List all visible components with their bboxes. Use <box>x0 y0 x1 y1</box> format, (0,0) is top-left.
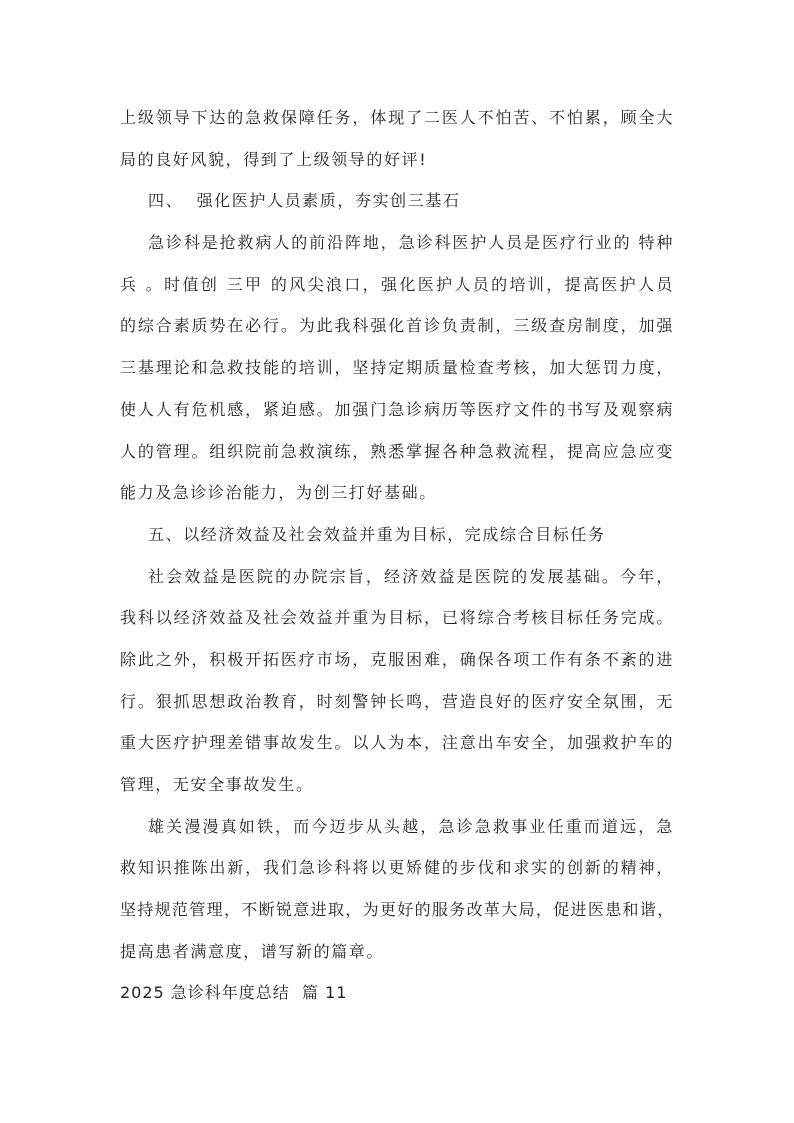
next-section-title: 2025 急诊科年度总结 篇 11 <box>120 983 348 1003</box>
paragraph-line: 救知识推陈出新，我们急诊科将以更矫健的步伐和求实的创新的精神， <box>120 858 674 878</box>
section-heading: 五、以经济效益及社会效益并重为目标，完成综合目标任务 <box>148 524 606 544</box>
paragraph-staff-quality <box>120 222 674 514</box>
paragraph-line: 的综合素质势在必行。为此我科强化首诊负责制，三级查房制度，加强 <box>120 316 674 336</box>
paragraph-line: 提高患者满意度，谱写新的篇章。 <box>120 941 385 961</box>
section-heading-four <box>120 180 674 222</box>
paragraph-line: 管理，无安全事故发生。 <box>120 775 314 794</box>
section-heading-five <box>120 514 674 556</box>
paragraph-conclusion <box>120 806 674 973</box>
paragraph-benefits <box>120 556 674 806</box>
document-body <box>120 97 674 1014</box>
paragraph-line: 上级领导下达的急救保障任务，体现了二医人不怕苦、不怕累，顾全大 <box>120 108 674 127</box>
paragraph-line: 除此之外，积极开拓医疗市场，克服困难，确保各项工作有条不紊的进 <box>120 649 674 669</box>
paragraph-line: 能力及急诊诊治能力，为创三打好基础。 <box>120 483 437 503</box>
paragraph-line: 社会效益是医院的办院宗旨，经济效益是医院的发展基础。今年， <box>148 566 674 586</box>
paragraph-line: 我科以经济效益及社会效益并重为目标，已将综合考核目标任务完成。 <box>120 608 674 628</box>
paragraph-line: 使人人有危机感，紧迫感。加强门急诊病历等医疗文件的书写及观察病 <box>120 399 674 419</box>
paragraph-continuation <box>120 97 674 180</box>
paragraph-line: 人的管理。组织院前急救演练，熟悉掌握各种急救流程，提高应急应变 <box>120 441 674 461</box>
paragraph-line: 雄关漫漫真如铁，而今迈步从头越，急诊急救事业任重而道远，急 <box>148 816 674 836</box>
paragraph-line: 急诊科是抢救病人的前沿阵地，急诊科医护人员是医疗行业的 特种 <box>148 233 674 253</box>
paragraph-line: 三基理论和急救技能的培训，坚持定期质量检查考核，加大惩罚力度， <box>120 358 674 378</box>
paragraph-line: 局的良好风貌，得到了上级领导的好评! <box>120 149 428 169</box>
section-heading: 四、 强化医护人员素质，夯实创三基石 <box>148 191 461 211</box>
paragraph-line: 行。狠抓思想政治教育，时刻警钟长鸣，营造良好的医疗安全氛围，无 <box>120 691 674 711</box>
paragraph-line: 坚持规范管理，不断锐意进取，为更好的服务改革大局，促进医患和谐， <box>120 900 674 920</box>
paragraph-line: 重大医疗护理差错事故发生。以人为本，注意出车安全，加强救护车的 <box>120 733 674 753</box>
paragraph-line: 兵 。时值创 三甲 的风尖浪口，强化医护人员的培训，提高医护人员 <box>120 274 674 294</box>
